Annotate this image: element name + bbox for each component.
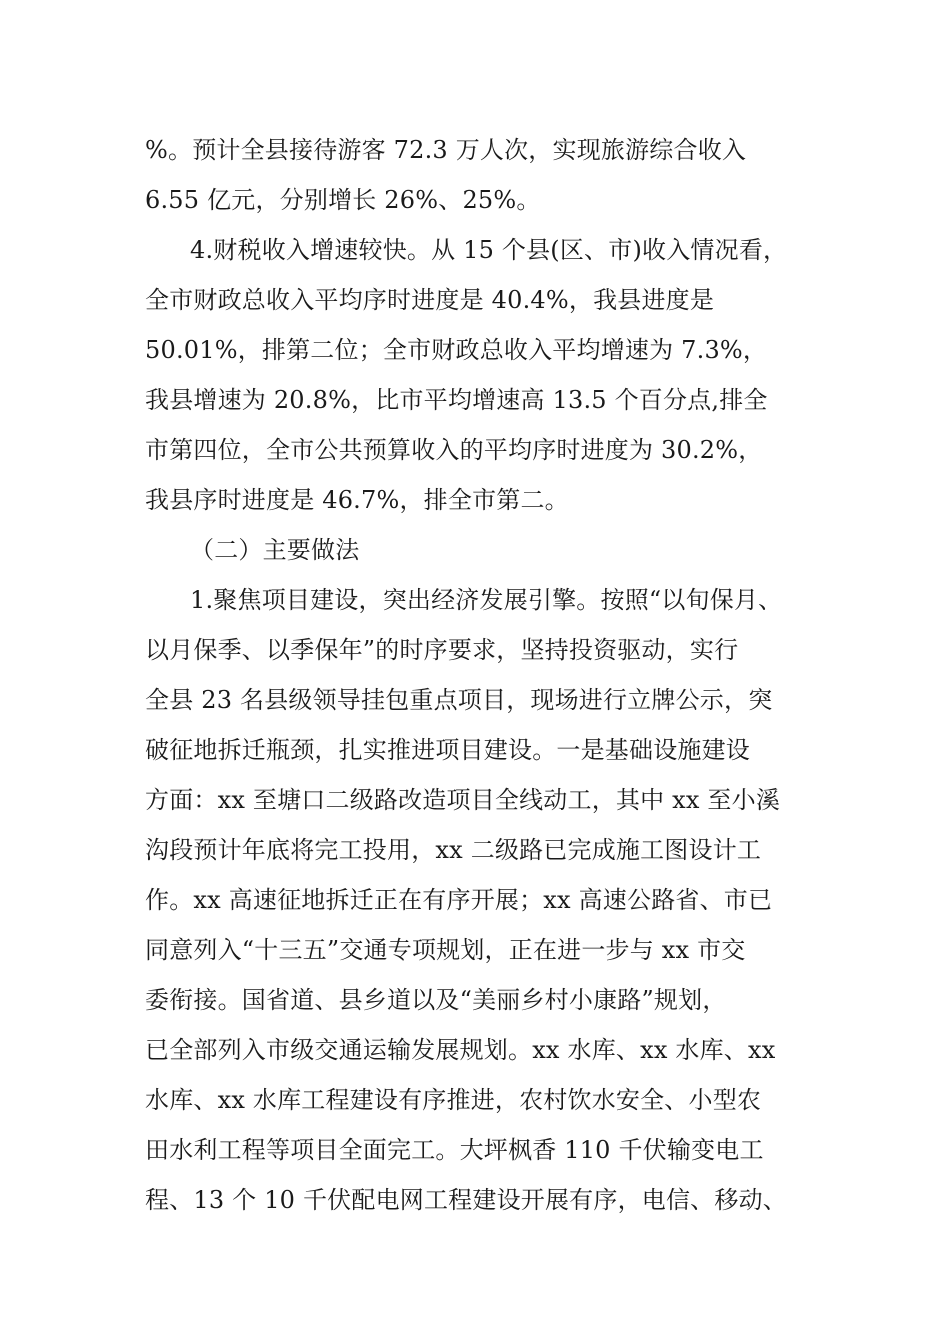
text-line: 我县序时进度是 46.7%，排全市第二。 [145, 486, 569, 514]
text-line: 已全部列入市级交通运输发展规划。xx 水库、xx 水库、xx [145, 1036, 776, 1064]
text-line: 破征地拆迁瓶颈，扎实推进项目建设。一是基础设施建设 [145, 736, 750, 764]
text-line: 田水利工程等项目全面完工。大坪枫香 110 千伏输变电工 [145, 1136, 764, 1164]
text-line: 委衔接。国省道、县乡道以及“美丽乡村小康路”规划， [145, 986, 727, 1014]
text-line: 水库、xx 水库工程建设有序推进，农村饮水安全、小型农 [145, 1086, 762, 1114]
paragraph-heading: 4.财税收入增速较快。从 15 个县(区、市)收入情况看， [190, 236, 788, 264]
text-line: %。预计全县接待游客 72.3 万人次，实现旅游综合收入 [145, 136, 747, 164]
text-line: 50.01%，排第二位；全市财政总收入平均增速为 7.3%， [145, 336, 768, 364]
text-line: 全县 23 名县级领导挂包重点项目，现场进行立牌公示，突 [145, 686, 773, 714]
text-line: 方面：xx 至塘口二级路改造项目全线动工，其中 xx 至小溪 [145, 786, 781, 814]
text-line: 全市财政总收入平均序时进度是 40.4%，我县进度是 [145, 286, 715, 314]
text-line: 沟段预计年底将完工投用，xx 二级路已完成施工图设计工 [145, 836, 762, 864]
text-line: 我县增速为 20.8%，比市平均增速高 13.5 个百分点,排全 [145, 386, 768, 414]
text-line: 同意列入“十三五”交通专项规划，正在进一步与 xx 市交 [145, 936, 746, 964]
paragraph-heading: 1.聚焦项目建设，突出经济发展引擎。按照“以旬保月、 [190, 586, 783, 614]
text-line: 6.55 亿元，分别增长 26%、25%。 [145, 186, 541, 214]
text-line: 以月保季、以季保年”的时序要求，坚持投资驱动，实行 [145, 636, 739, 664]
section-heading: （二）主要做法 [190, 536, 360, 564]
text-line: 市第四位，全市公共预算收入的平均序时进度为 30.2%， [145, 436, 763, 464]
text-line: 作。xx 高速征地拆迁正在有序开展；xx 高速公路省、市已 [145, 886, 773, 914]
text-line: 程、13 个 10 千伏配电网工程建设开展有序，电信、移动、 [145, 1186, 787, 1214]
